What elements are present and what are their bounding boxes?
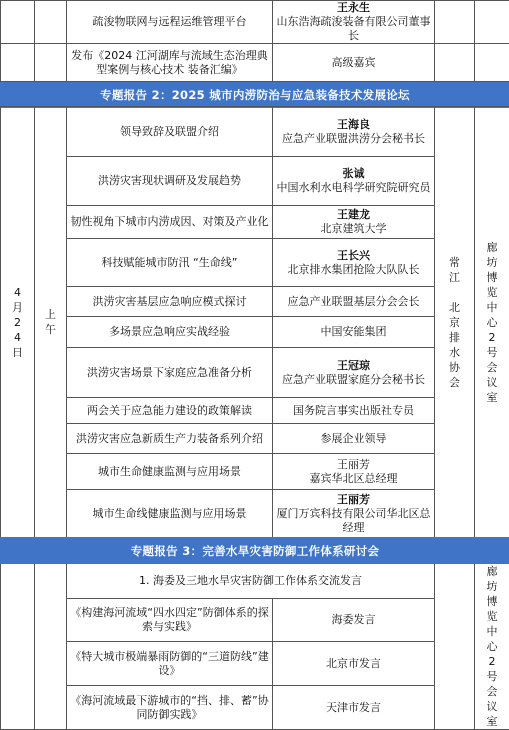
agenda-table-top	[0, 0, 509, 108]
topic-cell: 城市生命健康监测与应用场景	[67, 454, 273, 490]
venue-cell	[475, 44, 509, 82]
speaker-cell	[273, 206, 435, 239]
topic-cell: 韧性视角下城市内涝成因、对策及产业化	[67, 206, 273, 239]
topic-cell: 领导致辞及联盟介绍	[67, 107, 273, 157]
speaker-cell: 北京市发言	[273, 642, 435, 686]
date-cell	[1, 107, 35, 538]
speaker-name: 王海良	[276, 118, 431, 132]
speaker-name: 王长兴	[276, 249, 431, 263]
speaker-title: 应急产业联盟洪涝分会秘书长	[276, 132, 431, 146]
speaker-cell	[273, 239, 435, 287]
date-cell	[1, 44, 35, 82]
speaker-title: 中国水利水电科学研究院研究员	[276, 181, 431, 195]
speaker-name: 王丽芳	[276, 493, 431, 507]
venue-cell	[475, 1, 509, 44]
speaker-title: 北京排水集团抢险大队队长	[276, 263, 431, 277]
subsection-header: 1. 海委及三地水旱灾害防御工作体系交流发言	[67, 564, 435, 599]
speaker-cell: 海委发言	[273, 598, 435, 642]
session-cell	[35, 1, 67, 44]
speaker-title: 应急产业联盟家庭分会秘书长	[276, 373, 431, 387]
topic-cell: 两会关于应急能力建设的政策解读	[67, 398, 273, 424]
topic-cell: 洪涝灾害应急新质生产力装备系列介绍	[67, 424, 273, 454]
host-cell	[435, 107, 475, 538]
host-cell	[435, 564, 475, 730]
topic-cell: 发布《2024 江河湖库与流域生态治理典型案例与核心技术 装备汇编》	[67, 44, 273, 82]
session-cell	[35, 564, 67, 730]
speaker-name: 张诚	[276, 167, 431, 181]
venue-label: 廊坊博览中心2号会议室	[486, 564, 498, 729]
venue-cell	[475, 564, 509, 730]
session-label: 上午	[45, 307, 57, 337]
date-cell	[1, 1, 35, 44]
speaker-cell	[273, 454, 435, 490]
topic-cell: 洪涝灾害现状调研及发展趋势	[67, 157, 273, 206]
section-banner: 专题报告 3：完善水旱灾害防御工作体系研讨会	[1, 538, 509, 564]
agenda-table-section3	[0, 537, 509, 730]
organizer-label: 北京排水协会	[449, 300, 461, 390]
speaker-cell	[273, 490, 435, 538]
speaker-name: 王永生	[276, 1, 431, 15]
speaker-name: 王建龙	[276, 208, 431, 222]
host-label: 常江	[449, 255, 461, 285]
speaker-title: 厦门万宾科技有限公司华北区总经理	[276, 507, 431, 535]
section-banner: 专题报告 2：2025 城市内涝防治与应急装备技术发展论坛	[1, 82, 509, 108]
date-label: 4月24日	[12, 285, 24, 360]
speaker-cell	[273, 348, 435, 398]
speaker-cell: 参展企业领导	[273, 424, 435, 454]
speaker-cell: 高级嘉宾	[273, 44, 435, 82]
speaker-cell: 国务院言事实出版社专员	[273, 398, 435, 424]
topic-cell: 疏浚物联网与远程运维管理平台	[67, 1, 273, 44]
speaker-name: 王丽芳	[276, 458, 431, 472]
host-cell	[435, 44, 475, 82]
speaker-name: 王冠琼	[276, 359, 431, 373]
date-cell	[1, 564, 35, 730]
topic-cell: 城市生命线健康监测与应用场景	[67, 490, 273, 538]
speaker-cell	[273, 1, 435, 44]
speaker-title: 嘉宾华北区总经理	[276, 472, 431, 486]
session-cell	[35, 44, 67, 82]
topic-cell: 《特大城市极端暴雨防御的“三道防线”建设》	[67, 642, 273, 686]
venue-cell	[475, 107, 509, 538]
speaker-cell: 应急产业联盟基层分会会长	[273, 287, 435, 317]
speaker-cell	[273, 107, 435, 157]
speaker-cell	[273, 157, 435, 206]
topic-cell: 《构建海河流域“四水四定”防御体系的探索与实践》	[67, 598, 273, 642]
speaker-cell: 中国安能集团	[273, 317, 435, 348]
topic-cell: 洪涝灾害场景下家庭应急准备分析	[67, 348, 273, 398]
speaker-title: 山东浩海疏浚装备有限公司董事长	[276, 15, 431, 43]
speaker-cell: 天津市发言	[273, 686, 435, 730]
agenda-table-section2	[0, 106, 509, 538]
speaker-title: 北京建筑大学	[276, 222, 431, 236]
topic-cell: 洪涝灾害基层应急响应模式探讨	[67, 287, 273, 317]
topic-cell: 《海河流域最下游城市的“挡、排、蓄”协同防御实践》	[67, 686, 273, 730]
topic-cell: 多场景应急响应实战经验	[67, 317, 273, 348]
session-cell	[35, 107, 67, 538]
topic-cell: 科技赋能城市防汛 “生命线”	[67, 239, 273, 287]
venue-label: 廊坊博览中心2号会议室	[486, 240, 498, 405]
host-cell	[435, 1, 475, 44]
